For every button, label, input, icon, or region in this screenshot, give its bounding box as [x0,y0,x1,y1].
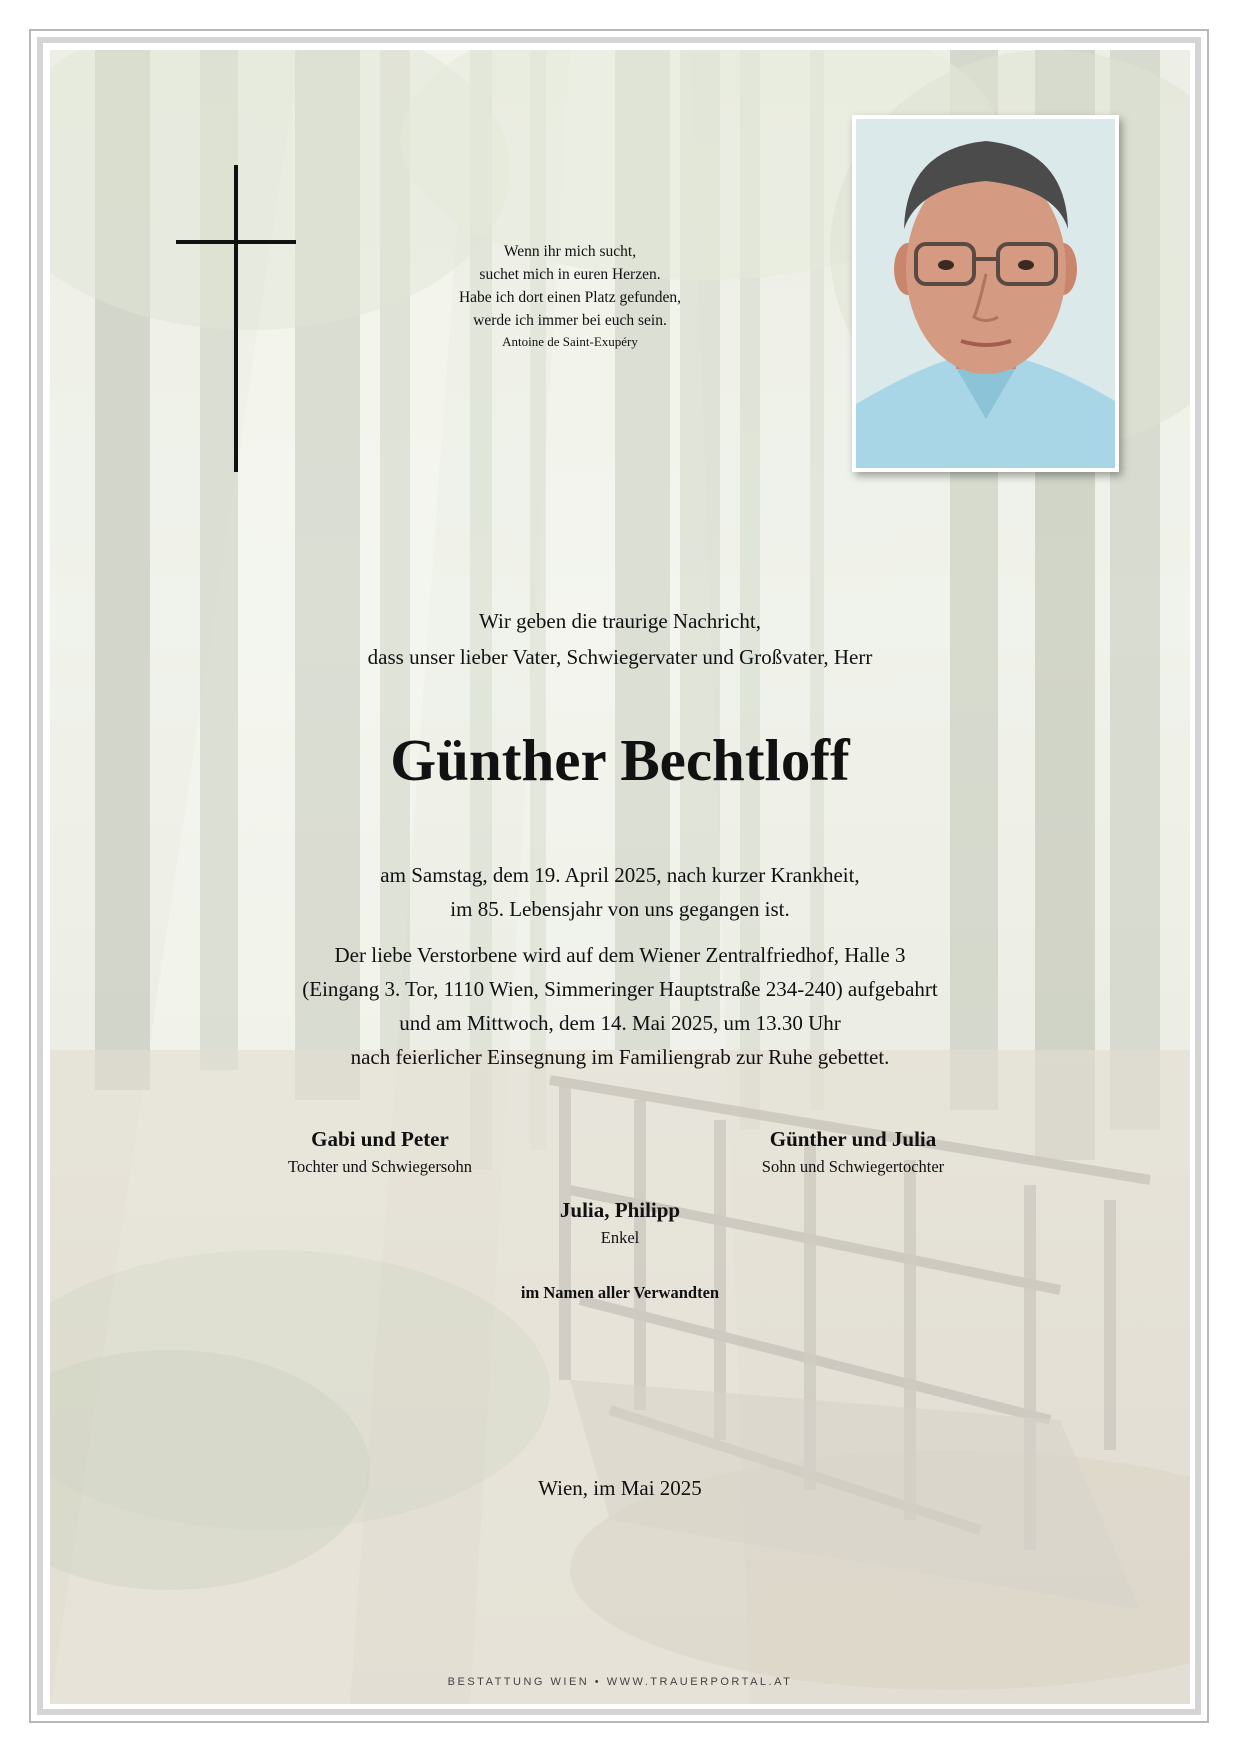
death-line: am Samstag, dem 19. April 2025, nach kurzer Krankheit, [380,863,860,887]
cross-vertical-bar [234,165,238,472]
memorial-quote [400,240,740,352]
mourner-relation: Sohn und Schwiegertochter [761,1157,945,1176]
funeral-line: und am Mittwoch, dem 14. Mai 2025, um 13.30 Uhr [399,1011,841,1035]
mourner-daughter [220,1124,540,1180]
death-details [0,858,1240,926]
mourner-relation: Tochter und Schwiegersohn [288,1157,472,1176]
quote-line: Habe ich dort einen Platz gefunden, [458,289,682,306]
relatives-line: im Namen aller Verwandten [520,1283,720,1302]
intro-line: dass unser lieber Vater, Schwiegervater und Großvater, Herr [367,645,873,669]
funeral-line: nach feierlicher Einsegnung im Familiengrab zur Ruhe gebettet. [350,1045,890,1069]
announcement-intro [0,603,1240,675]
mourner-names: Gabi und Peter [311,1127,449,1151]
mourner-grandchildren [460,1195,780,1251]
cross-horizontal-bar [176,240,296,244]
portrait-photo [852,115,1119,472]
deceased-name: Günther Bechtloff [390,727,850,793]
place-date: Wien, im Mai 2025 [538,1476,702,1500]
quote-line: werde ich immer bei euch sein. [473,312,667,329]
mourner-son [693,1124,1013,1180]
quote-author: Antoine de Saint-Exupéry [502,334,638,349]
death-line: im 85. Lebensjahr von uns gegangen ist. [450,897,790,921]
quote-line: Wenn ihr mich sucht, [503,243,637,260]
footer-credit: BESTATTUNG WIEN • WWW.TRAUERPORTAL.AT [447,1676,793,1688]
funeral-details [0,938,1240,1074]
mourner-names: Günther und Julia [769,1127,937,1151]
intro-line: Wir geben die traurige Nachricht, [479,609,761,633]
funeral-line: (Eingang 3. Tor, 1110 Wien, Simmeringer Hauptstraße 234-240) aufgebahrt [302,977,938,1001]
portrait-image [856,119,1115,468]
mourner-names: Julia, Philipp [559,1198,681,1222]
funeral-line: Der liebe Verstorbene wird auf dem Wiener Zentralfriedhof, Halle 3 [334,943,906,967]
quote-line: suchet mich in euren Herzen. [479,266,661,283]
mourner-relation: Enkel [600,1228,640,1247]
